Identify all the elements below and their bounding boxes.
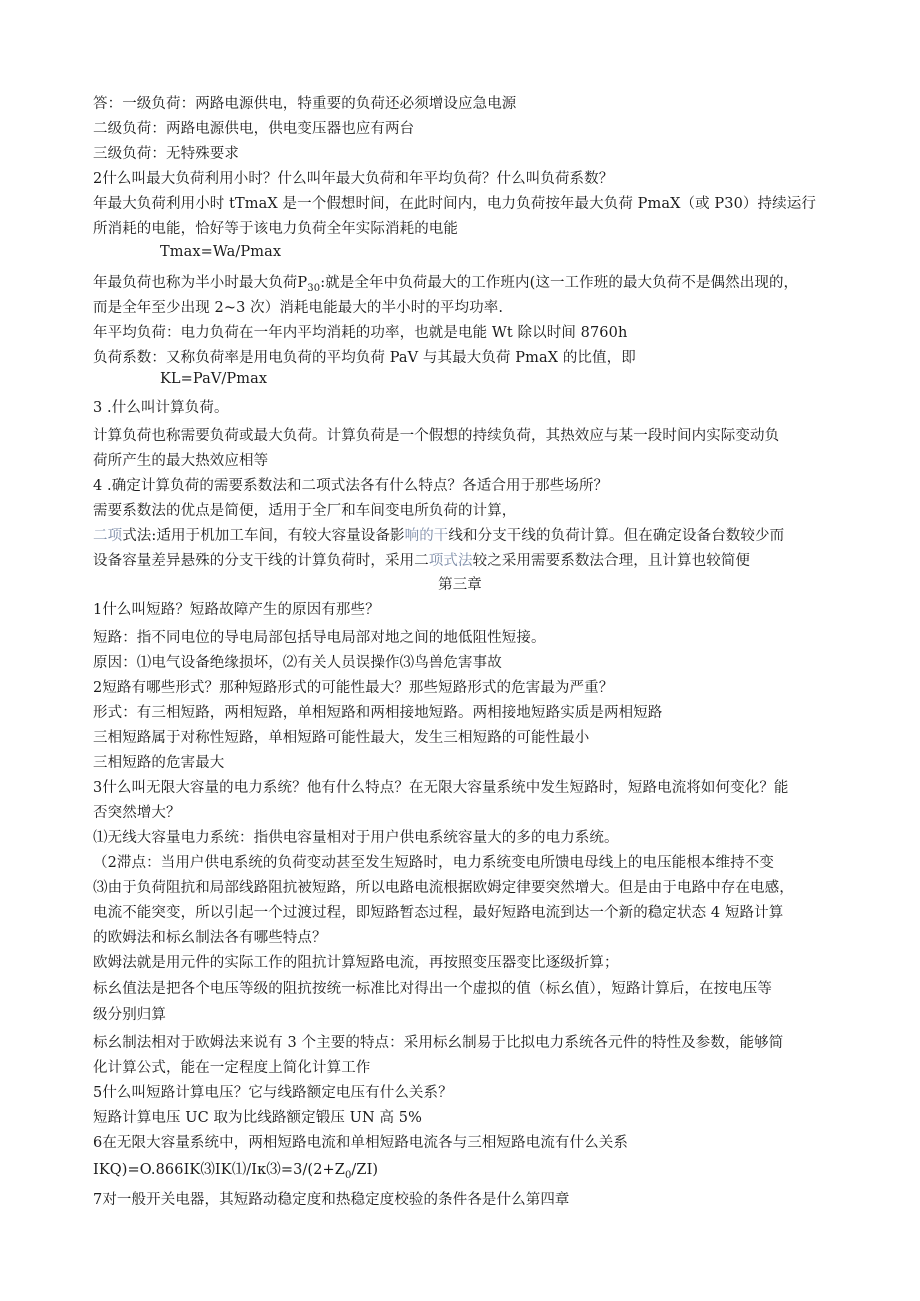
text-line: 的欧姆法和标幺制法各有哪些特点？: [93, 930, 327, 946]
text-line: 三级负荷：无特殊要求: [93, 146, 239, 162]
faded-text: 二项: [93, 528, 123, 544]
text-segment: 线和分支干线的负荷计算。但在确定设备台数较少而: [448, 528, 785, 544]
text-line: [93, 549, 750, 570]
text-line: 三相短路属于对称性短路，单相短路可能性最大，发生三相短路的可能性最小: [93, 730, 590, 746]
text-line: 电流不能突变，所以引起一个过渡过程，即短路暂态过程，最好短路电流到达一个新的稳定状态 4 短路计算: [93, 905, 784, 921]
formula-line: KL=PaV/Pmax: [160, 371, 268, 387]
question-line: 2短路有哪些形式？那种短路形式的可能性最大？那些短路形式的危害最为严重？: [93, 680, 614, 696]
text-line: 短路计算电压 UC 取为比线路额定锻压 UN 高 5%: [93, 1110, 422, 1126]
text-segment: 年最负荷也称为半小时最大负荷: [93, 275, 298, 291]
text-segment: 式法:适用于机加工车间，有较大容量设备影: [122, 528, 405, 544]
question-line: 6在无限大容量系统中，两相短路电流和单相短路电流各与三相短路电流有什么关系: [93, 1135, 628, 1151]
text-line: 欧姆法就是用元件的实际工作的阻抗计算短路电流，再按照变压器变比逐级折算；: [93, 955, 619, 971]
text-line: 标幺值法是把各个电压等级的阻抗按统一标准比对得出一个虚拟的值（标幺值），短路计算后，在按电压等: [93, 981, 772, 997]
text-line: 年平均负荷：电力负荷在一年内平均消耗的功率，也就是电能 Wt 除以时间 8760h: [93, 325, 628, 341]
text-line: ⑴无线大容量电力系统：指供电容量相对于用户供电系统容量大的多的电力系统。: [93, 830, 619, 846]
text-line: 荷所产生的最大热效应相等: [93, 453, 269, 469]
text-line: 短路：指不同电位的导电局部包括导电局部对地之间的地低阻性短接。: [93, 630, 546, 646]
subscript: 30: [307, 282, 321, 294]
text-line: 形式：有三相短路，两相短路，单相短路和两相接地短路。两相接地短路实质是两相短路: [93, 705, 663, 721]
question-line: 7对一般开关电器，其短路动稳定度和热稳定度校验的条件各是什么第四章: [93, 1192, 570, 1208]
text-line: 计算负荷也称需要负荷或最大负荷。计算负荷是一个假想的持续负荷，其热效应与某一段时间内实际变动负: [93, 428, 780, 444]
text-line: 化计算公式，能在一定程度上简化计算工作: [93, 1060, 371, 1076]
text-line: 所消耗的电能，恰好等于该电力负荷全年实际消耗的电能: [93, 221, 458, 237]
question-line: 4 .确定计算负荷的需要系数法和二项式法各有什么特点？各适合用于那些场所？: [93, 478, 609, 494]
text-line: 原因：⑴电气设备绝缘损坏，⑵有关人员误操作⑶鸟兽危害事故: [93, 655, 502, 671]
text-line: 需要系数法的优点是简便，适用于全厂和车间变电所负荷的计算，: [93, 503, 517, 519]
text-segment: :就是全年中负荷最大的工作班内(这一工作班的最大负荷不是偶然出现的，: [320, 275, 799, 291]
text-line: 负荷系数：又称负荷率是用电负荷的平均负荷 PaV 与其最大负荷 PmaX 的比值，即: [93, 350, 636, 366]
symbol-p: P: [297, 275, 308, 291]
text-line: 否突然增大？: [93, 805, 181, 821]
text-segment: 较之采用需要系数法合理，且计算也较简便: [472, 553, 751, 569]
text-line: 二级负荷：两路电源供电，供电变压器也应有两台: [93, 121, 415, 137]
question-line: 3什么叫无限大容量的电力系统？他有什么特点？在无限大容量系统中发生短路时，短路电流将如何变化？能: [93, 780, 789, 796]
text-line: 答：一级负荷：两路电源供电，特重要的负荷还必须增设应急电源: [93, 96, 517, 112]
formula-line: [93, 1158, 378, 1181]
text-line: 三相短路的危害最大: [93, 755, 225, 771]
text-line: 而是全年至少出现 2~3 次）消耗电能最大的半小时的平均功率.: [93, 300, 504, 316]
text-line: （2滞点：当用户供电系统的负荷变动甚至发生短路时，电力系统变电所馈电母线上的电压能根本维持不变: [93, 855, 774, 871]
faded-text: 响的干: [404, 528, 449, 544]
question-line: 1什么叫短路？短路故障产生的原因有那些？: [93, 602, 380, 618]
question-line: 5什么叫短路计算电压？它与线路额定电压有什么关系？: [93, 1085, 453, 1101]
text-line: [93, 271, 798, 294]
text-segment: 设备容量差异悬殊的分支干线的计算负荷时，采用二: [93, 553, 429, 569]
chapter-heading: 第三章: [438, 577, 482, 593]
faded-text: 项式法: [428, 553, 473, 569]
question-line: 3 .什么叫计算负荷。: [93, 400, 229, 416]
text-line: 级分别归算: [93, 1007, 166, 1023]
text-line: 标幺制法相对于欧姆法来说有 3 个主要的特点：采用标幺制易于比拟电力系统各元件的特性及参数，能够简: [93, 1035, 784, 1051]
text-line: ⑶由于负荷阻抗和局部线路阻抗被短路，所以电路电流根据欧姆定律要突然增大。但是由于电路中存在电感，: [93, 880, 794, 896]
subscript: 0: [344, 1169, 352, 1181]
text-line: [93, 524, 784, 545]
question-line: 2什么叫最大负荷利用小时？什么叫年最大负荷和年平均负荷？什么叫负荷系数？: [93, 171, 614, 187]
formula-line: Tmax=Wa/Pmax: [160, 244, 282, 260]
formula-segment: IKQ)=O.866IK⑶IK⑴/Iκ⑶=3/(2+Z: [93, 1162, 345, 1178]
formula-segment: /ZI): [351, 1162, 379, 1178]
text-line: 年最大负荷利用小时 tTmaX 是一个假想时间，在此时间内，电力负荷按年最大负荷 PmaX（或 P30）持续运行: [93, 196, 816, 212]
